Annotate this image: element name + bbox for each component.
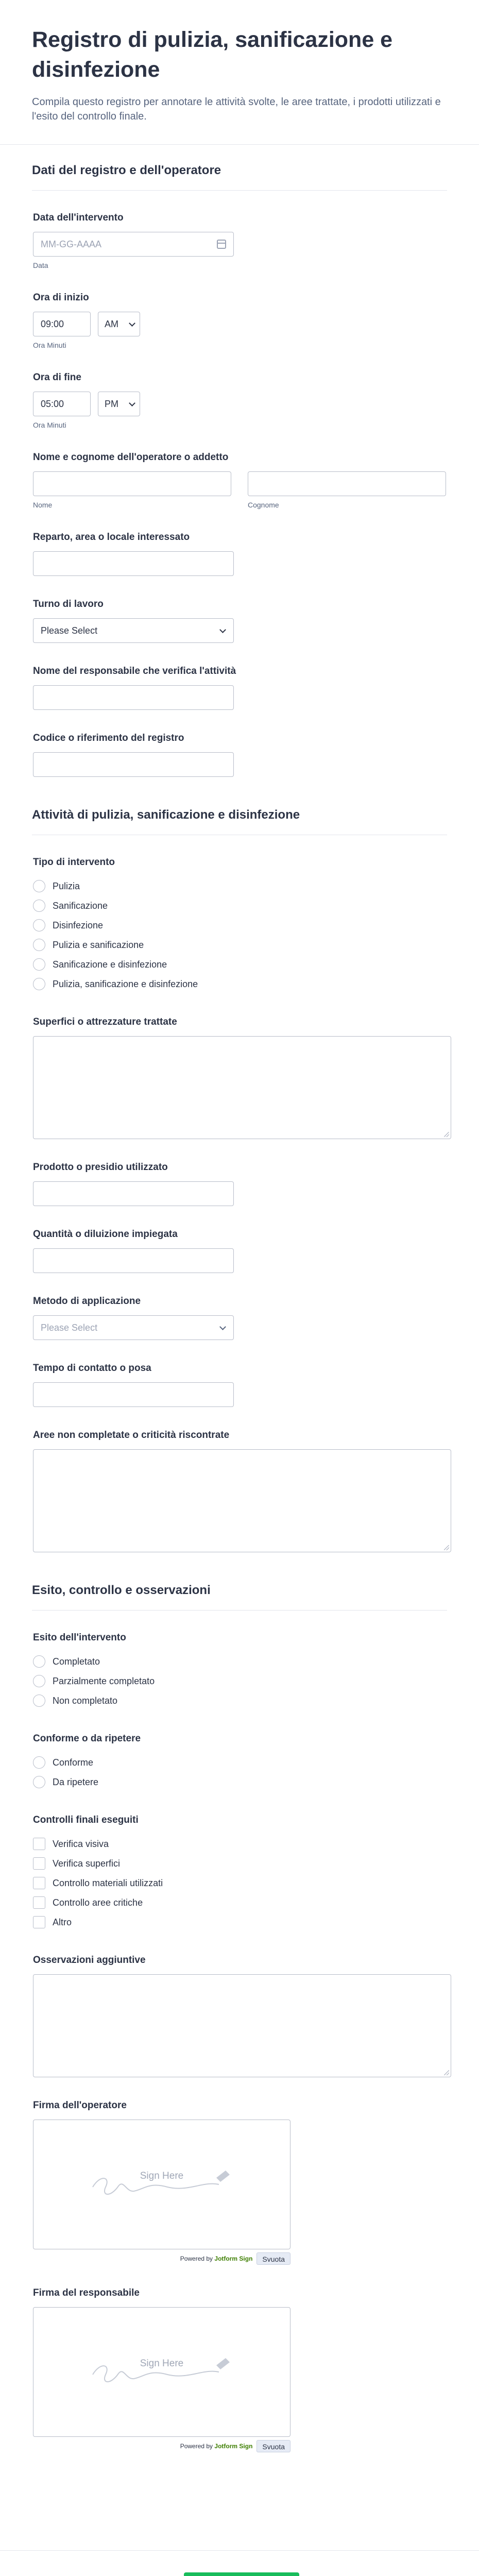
resize-handle-icon[interactable]	[444, 1132, 449, 1137]
radio-option[interactable]	[33, 896, 446, 916]
field-label: Tipo di intervento	[33, 857, 115, 868]
field-label: Codice o riferimento del registro	[33, 733, 184, 743]
quantity-input[interactable]	[33, 1248, 234, 1273]
field-label: Ora di inizio	[33, 292, 89, 303]
field-supervisor	[32, 655, 447, 722]
radio-button[interactable]	[33, 880, 45, 892]
field-label: Reparto, area o locale interessato	[33, 532, 190, 543]
checkbox[interactable]	[33, 1916, 45, 1928]
product-input[interactable]	[33, 1181, 234, 1206]
start-ampm-select[interactable]	[98, 312, 140, 336]
select-value: Please Select	[41, 625, 98, 636]
radio-option[interactable]	[33, 876, 446, 896]
field-label: Prodotto o presidio utilizzato	[33, 1162, 168, 1173]
powered-prefix: Powered by	[180, 2255, 213, 2262]
powered-by-text	[180, 2443, 253, 2450]
radio-option[interactable]	[33, 916, 446, 935]
chevron-down-icon	[219, 1324, 226, 1330]
radio-option[interactable]	[33, 1691, 446, 1710]
start-time-input[interactable]: 09:00	[33, 312, 91, 336]
contact-time-input[interactable]	[33, 1382, 234, 1407]
submit-area	[0, 2550, 479, 2576]
form-header	[0, 0, 479, 144]
field-intervention-type	[32, 846, 447, 1006]
field-date	[32, 202, 447, 282]
radio-button[interactable]	[33, 1694, 45, 1707]
field-compliance	[32, 1723, 447, 1804]
option-label: Conforme	[53, 1757, 94, 1768]
field-label: Tempo di contatto o posa	[33, 1363, 151, 1374]
checkbox[interactable]	[33, 1896, 45, 1909]
checkbox-option[interactable]	[33, 1893, 446, 1912]
section-title: Attività di pulizia, sanificazione e disinfezione	[32, 808, 447, 835]
surfaces-textarea[interactable]	[33, 1036, 451, 1139]
option-label: Parzialmente completato	[53, 1675, 155, 1686]
field-operator-signature	[32, 2090, 447, 2277]
radio-option[interactable]	[33, 1671, 446, 1691]
powered-by-text	[180, 2255, 253, 2262]
form-title: Registro di pulizia, sanificazione e disinfezione	[32, 27, 393, 82]
field-start-time	[32, 282, 447, 362]
field-method	[32, 1285, 447, 1352]
checkbox[interactable]	[33, 1877, 45, 1889]
radio-button[interactable]	[33, 958, 45, 971]
signature-hint: Sign Here	[140, 2358, 184, 2369]
end-time-input[interactable]: 05:00	[33, 392, 91, 416]
submit-button[interactable]	[184, 2572, 299, 2576]
powered-brand: Jotform Sign	[214, 2443, 253, 2450]
checkbox-option[interactable]	[33, 1912, 446, 1932]
ampm-value: PM	[105, 399, 118, 409]
calendar-icon[interactable]	[217, 240, 226, 249]
field-product	[32, 1151, 447, 1218]
field-contact-time	[32, 1352, 447, 1419]
last-name-input[interactable]	[248, 471, 446, 496]
powered-brand: Jotform Sign	[214, 2255, 253, 2262]
field-label: Nome del responsabile che verifica l'attività	[33, 666, 236, 676]
field-final-checks	[32, 1804, 447, 1944]
field-label: Nome e cognome dell'operatore o addetto	[33, 452, 229, 463]
field-label: Controlli finali eseguiti	[33, 1815, 139, 1825]
section-outcome	[0, 1565, 479, 2465]
radio-button[interactable]	[33, 1756, 45, 1769]
field-label: Firma dell'operatore	[33, 2100, 127, 2111]
radio-button[interactable]	[33, 939, 45, 951]
option-label: Pulizia e sanificazione	[53, 939, 144, 950]
checkbox[interactable]	[33, 1857, 45, 1870]
section-title: Esito, controllo e osservazioni	[32, 1583, 447, 1611]
department-input[interactable]	[33, 551, 234, 576]
field-supervisor-signature	[32, 2277, 447, 2465]
field-label: Aree non completate o criticità riscontrate	[33, 1430, 230, 1440]
checkbox[interactable]	[33, 1838, 45, 1850]
radio-button[interactable]	[33, 978, 45, 990]
field-quantity	[32, 1218, 447, 1285]
field-label: Esito dell'intervento	[33, 1632, 126, 1643]
section-title: Dati del registro e dell'operatore	[32, 163, 447, 191]
section-activities	[0, 789, 479, 1565]
field-sublabel: Ora Minuti	[33, 421, 66, 429]
field-label: Turno di lavoro	[33, 599, 104, 609]
clear-signature-button[interactable]: Svuota	[256, 2252, 290, 2265]
option-label: Controllo aree critiche	[53, 1897, 143, 1908]
field-end-time	[32, 362, 447, 442]
radio-option[interactable]	[33, 1772, 446, 1792]
first-name-sublabel: Nome	[33, 501, 53, 509]
register-code-input[interactable]	[33, 752, 234, 777]
ampm-value: AM	[105, 319, 118, 329]
chevron-down-icon	[219, 626, 226, 633]
field-outcome	[32, 1622, 447, 1723]
supervisor-input[interactable]	[33, 685, 234, 710]
option-label: Verifica superfici	[53, 1858, 121, 1869]
option-label: Altro	[53, 1917, 72, 1927]
field-label: Quantità o diluizione impiegata	[33, 1229, 178, 1240]
field-label: Superfici o attrezzature trattate	[33, 1016, 177, 1027]
option-label: Disinfezione	[53, 920, 104, 930]
signature-pad[interactable]	[33, 2307, 290, 2437]
checkbox-option[interactable]	[33, 1873, 446, 1893]
option-label: Pulizia	[53, 880, 80, 891]
field-register-code	[32, 722, 447, 789]
field-label: Metodo di applicazione	[33, 1296, 141, 1307]
issues-textarea[interactable]	[33, 1449, 451, 1552]
field-sublabel: Ora Minuti	[33, 341, 66, 349]
field-notes	[32, 1944, 447, 2090]
radio-option[interactable]	[33, 1652, 446, 1671]
checkbox-option[interactable]	[33, 1834, 446, 1854]
radio-button[interactable]	[33, 1675, 45, 1687]
signature-pad[interactable]	[33, 2120, 290, 2249]
option-label: Verifica visiva	[53, 1838, 109, 1849]
last-name-sublabel: Cognome	[248, 501, 279, 509]
option-label: Sanificazione	[53, 900, 108, 911]
date-input[interactable]	[33, 232, 234, 257]
chevron-down-icon	[129, 320, 135, 327]
first-name-input[interactable]	[33, 471, 231, 496]
field-operator-name	[32, 442, 447, 521]
field-label: Osservazioni aggiuntive	[33, 1955, 146, 1965]
radio-button[interactable]	[33, 1655, 45, 1668]
radio-button[interactable]	[33, 919, 45, 931]
form-description: Compila questo registro per annotare le attività svolte, le aree trattate, i prodotti utilizzati e l'esito del controllo finale.	[32, 96, 441, 122]
section-operator-data	[0, 145, 479, 789]
end-ampm-select[interactable]	[98, 392, 140, 416]
notes-textarea[interactable]	[33, 1974, 451, 2077]
radio-group	[33, 876, 446, 994]
radio-option[interactable]	[33, 955, 446, 974]
clear-signature-button[interactable]: Svuota	[256, 2440, 290, 2452]
field-issues	[32, 1419, 447, 1565]
signature-scribble-icon	[33, 2308, 291, 2437]
shift-select[interactable]	[33, 618, 234, 643]
field-label: Firma del responsabile	[33, 2287, 140, 2298]
radio-button[interactable]	[33, 1776, 45, 1788]
option-label: Completato	[53, 1656, 100, 1667]
field-sublabel: Data	[33, 261, 48, 269]
field-department	[32, 521, 447, 588]
radio-button[interactable]	[33, 900, 45, 912]
radio-option[interactable]	[33, 1753, 446, 1772]
option-label: Pulizia, sanificazione e disinfezione	[53, 978, 198, 989]
option-label: Non completato	[53, 1695, 118, 1706]
field-shift	[32, 588, 447, 655]
powered-prefix: Powered by	[180, 2443, 213, 2450]
field-label: Ora di fine	[33, 372, 81, 383]
radio-option[interactable]	[33, 935, 446, 955]
radio-option[interactable]	[33, 974, 446, 994]
resize-handle-icon[interactable]	[444, 2070, 449, 2075]
resize-handle-icon[interactable]	[444, 1545, 449, 1550]
option-label: Controllo materiali utilizzati	[53, 1877, 163, 1888]
field-label: Conforme o da ripetere	[33, 1733, 141, 1744]
date-placeholder: MM-GG-AAAA	[41, 239, 102, 249]
signature-hint: Sign Here	[140, 2171, 184, 2181]
select-value: Please Select	[41, 1323, 98, 1333]
method-select[interactable]	[33, 1315, 234, 1340]
checkbox-option[interactable]	[33, 1854, 446, 1873]
option-label: Sanificazione e disinfezione	[53, 959, 167, 970]
field-surfaces	[32, 1006, 447, 1151]
chevron-down-icon	[129, 400, 135, 406]
field-label: Data dell'intervento	[33, 212, 124, 223]
signature-scribble-icon	[33, 2120, 291, 2250]
option-label: Da ripetere	[53, 1776, 99, 1787]
